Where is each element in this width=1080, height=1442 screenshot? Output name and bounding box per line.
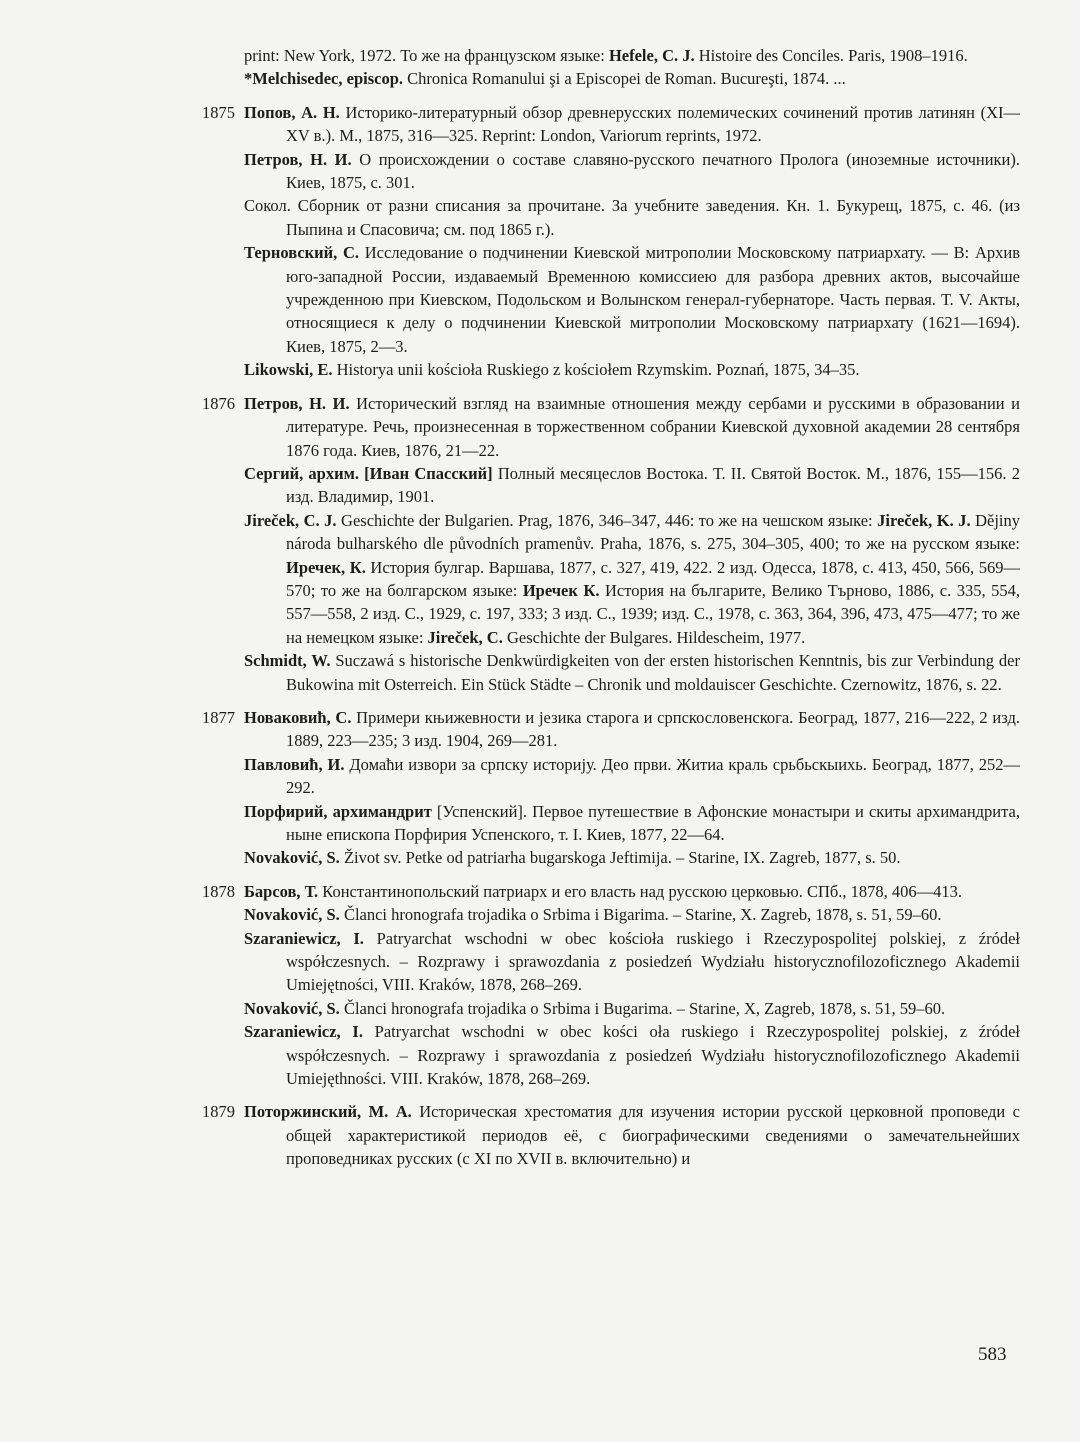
bibliography-entry xyxy=(244,67,1020,90)
bibliography-entry xyxy=(244,997,1020,1020)
bibliography-entry xyxy=(202,1100,1020,1170)
entry-text: Geschichte der Bulgarien. Prag, 1876, 346–347, 446: то же на чешском языке: xyxy=(336,510,878,530)
entry-text: Članci hronografa trojadika o Srbima i Bugarima. – Starine, X, Zagreb, 1878, s. 51, 59–60. xyxy=(339,998,946,1018)
entry-author: Попов, А. Н. xyxy=(244,102,340,122)
bibliography-entry xyxy=(244,903,1020,926)
entry-text: Geschichte der Bulgares. Hildescheim, 1977. xyxy=(502,627,806,647)
entry-author: Jireček, C. J. xyxy=(244,510,337,530)
entry-text: Chronica Romanului şi a Episcopei de Roman. Bucureşti, 1874. ... xyxy=(403,69,846,89)
entry-text: print: New York, 1972. То же на французском языке: xyxy=(244,46,609,65)
bibliography-entry xyxy=(244,462,1020,509)
entry-year: 1876 xyxy=(202,393,235,413)
entry-author: Сергий, архим. [Иван Спасский] xyxy=(244,463,493,483)
bibliography-entry xyxy=(244,649,1020,696)
bibliography-entry xyxy=(244,509,1020,649)
entry-author: Павловић, И. xyxy=(244,754,345,774)
entry-author: Поторжинский, М. А. xyxy=(244,1102,412,1122)
bibliography-entry xyxy=(244,148,1020,195)
entry-text: История булгар. Варшава, 1877, с. 327, 419, 422. 2 изд. Одесса, 1878, с. 413, 450, 566, 569—570; то же на болгарском языке: xyxy=(286,557,1020,600)
entry-author: Иречек, К. xyxy=(286,557,366,577)
entry-author: Novaković, S. xyxy=(244,998,340,1018)
bibliography-entry xyxy=(202,706,1020,753)
entry-text: Полный месяцеслов Востока. Т. II. Святой Восток. М., 1876, 155—156. 2 изд. Владимир, 1901. xyxy=(286,463,1020,507)
entry-author: Барсов, Т. xyxy=(244,881,319,901)
entry-year: 1879 xyxy=(202,1102,235,1122)
entry-text: История на българите, Велико Търново, 1886, с. 335, 554, 557—558, 2 изд. С., 1929, с. 197, 333; 3 изд. С., 1939; изд. С., 1978, с. 363, 364, 396, 473, 475—477; то же на немецком языке: xyxy=(286,580,1020,647)
bibliography-entry xyxy=(244,241,1020,358)
entry-text: [Успенский]. Первое путешествие в Афонские монастыри и скиты архимандрита, ныне епископа Порфирия Успенского, т. I. Киев, 1877, 22—64. xyxy=(286,801,1020,844)
bibliography-entry xyxy=(244,194,1020,241)
entry-text: Patryarchat wschodni w obec kości oła ruskiego i Rzeczypospolitej polskiej, z źródeł współczesnych. – Rozprawy i sprawozdania z posiedzeń Wydziału historycznofilozoficznego Akademii Umiejęthności. VIII. Kraków, 1878, 268–269. xyxy=(286,1022,1020,1089)
entry-author: Порфирий, архимандрит xyxy=(244,801,432,821)
entry-author: Новаковић, С. xyxy=(244,707,352,727)
entry-text: Članci hronografa trojadika o Srbima i Bigarima. – Starine, X. Zagreb, 1878, s. 51, 59–60. xyxy=(339,905,942,925)
entry-author: Hefele, C. J. xyxy=(608,46,695,65)
bibliography-entry xyxy=(244,800,1020,847)
entry-author: Novaković, S. xyxy=(244,905,340,925)
entry-author: Терновский, С. xyxy=(244,243,360,263)
entry-author: Jireček, C. xyxy=(427,627,503,647)
bibliography-entry xyxy=(244,927,1020,997)
bibliography-entry xyxy=(202,392,1021,462)
entry-year: 1877 xyxy=(202,707,235,727)
entry-author: Schmidt, W. xyxy=(244,651,331,671)
entry-author: Петров, Н. И. xyxy=(244,393,350,413)
entry-text: Dějiny národa bulharského dle původních pramenův. Praha, 1876, s. 275, 304–305, 400; то же на русском языке: xyxy=(286,510,1020,554)
entry-text: О происхождении о составе славяно-русского печатного Пролога (иноземные источники). Киев, 1875, с. 301. xyxy=(286,149,1021,193)
entry-text: Исторический взгляд на взаимные отношения между сербами и русскими в образовании и литературе. Речь, произнесенная в торжественном собрании Киевской духовной академии 28 сентября 1876 года. Киев, 1876, 21—22. xyxy=(286,393,1021,460)
bibliography-entry xyxy=(244,846,1020,869)
entry-text: Сокол. Сборник от разни списания за прочитане. За учебните заведения. Кн. 1. Букурещ, 1875, с. 46. (из Пыпина и Спасовича; см. под 1865 г.). xyxy=(244,196,1020,239)
entry-author: Jireček, K. J. xyxy=(877,510,971,530)
entry-text: Константинопольский патриарх и его власть над русскою церковью. СПб., 1878, 406—413. xyxy=(318,881,963,901)
entry-year: 1878 xyxy=(202,881,235,901)
entry-text: Suczawá s historische Denkwürdigkeiten von der ersten historischen Kenntnis, bis zur Verbindung der Bukowina mit Osterreich. Ein Stück Städte – Chronik und moldauiscer Geschichte. Czernowitz, 1876, s. 22. xyxy=(286,651,1020,694)
bibliography-entry xyxy=(202,880,1020,903)
entry-author: Szaraniewicz, I. xyxy=(244,928,364,948)
entry-text: Историческая хрестоматия для изучения истории русской церковной проповеди с общей характеристикой периодов её, с биографическими сведениями о замечательнейших проповедниках русских (с XI по XVII в. включительно) и xyxy=(286,1102,1020,1169)
bibliography-entry xyxy=(244,1020,1020,1090)
entry-author: Петров, Н. И. xyxy=(244,149,352,169)
entry-author: Иречек К. xyxy=(522,580,600,600)
entry-text: Život sv. Petke od patriarha bugarskoga Jeftimija. – Starine, IX. Zagreb, 1877, s. 50. xyxy=(339,848,901,868)
entry-text: Исследование о подчинении Киевской митрополии Московскому патриархату. — В: Архив юго-западной России, издаваемый Временною комиссиею для разбора древних актов, высочайше учрежденною при Киевском, Подольском и Волынском генерал-губернаторе. Часть первая. Т. V. Акты, относящиеся к делу о подчинении Киевской митрополии Московскому патриархату (1621—1694). Киев, 1875, 2—3. xyxy=(286,243,1020,356)
entry-author: Novaković, S. xyxy=(244,848,340,868)
bibliography-entry xyxy=(244,753,1020,800)
entry-author: Likowski, E. xyxy=(244,360,333,380)
bibliography-entry xyxy=(202,101,1020,148)
bibliography-entry xyxy=(244,358,1020,381)
entry-text: Домаћи извори за српску историју. Део први. Житиа краль срьбьскыихь. Београд, 1877, 252—292. xyxy=(286,754,1020,798)
entry-text: Patryarchat wschodni w obec kościoła ruskiego i Rzeczypospolitej polskiej, z źródeł współczesnych. – Rozprawy i sprawozdania z posiedzeń Wydziału historycznofilozoficznego Akademii Umiejętności, VIII. Kraków, 1878, 268–269. xyxy=(286,928,1020,995)
bibliography-list xyxy=(202,44,1021,1171)
entry-author: *Melchisedec, episcop. xyxy=(244,69,404,89)
entry-text: Historya unii kościoła Ruskiego z kościołem Rzymskim. Poznań, 1875, 34–35. xyxy=(332,360,860,380)
entry-text: Историко-литературный обзор древнерусских полемических сочинений против латинян (XI—XV в.). М., 1875, 316—325. Reprint: London, Variorum reprints, 1972. xyxy=(286,102,1020,146)
entry-year: 1875 xyxy=(202,102,235,122)
entry-author: Szaraniewicz, I. xyxy=(244,1022,363,1042)
entry-text: Histoire des Conciles. Paris, 1908–1916. xyxy=(694,46,968,65)
bibliography-entry xyxy=(244,44,1020,67)
page-number: 583 xyxy=(978,1344,1007,1365)
entry-text: Примери књижевности и језика старога и српскословенскога. Београд, 1877, 216—222, 2 изд. 1889, 223—235; 3 изд. 1904, 269—281. xyxy=(286,707,1020,751)
